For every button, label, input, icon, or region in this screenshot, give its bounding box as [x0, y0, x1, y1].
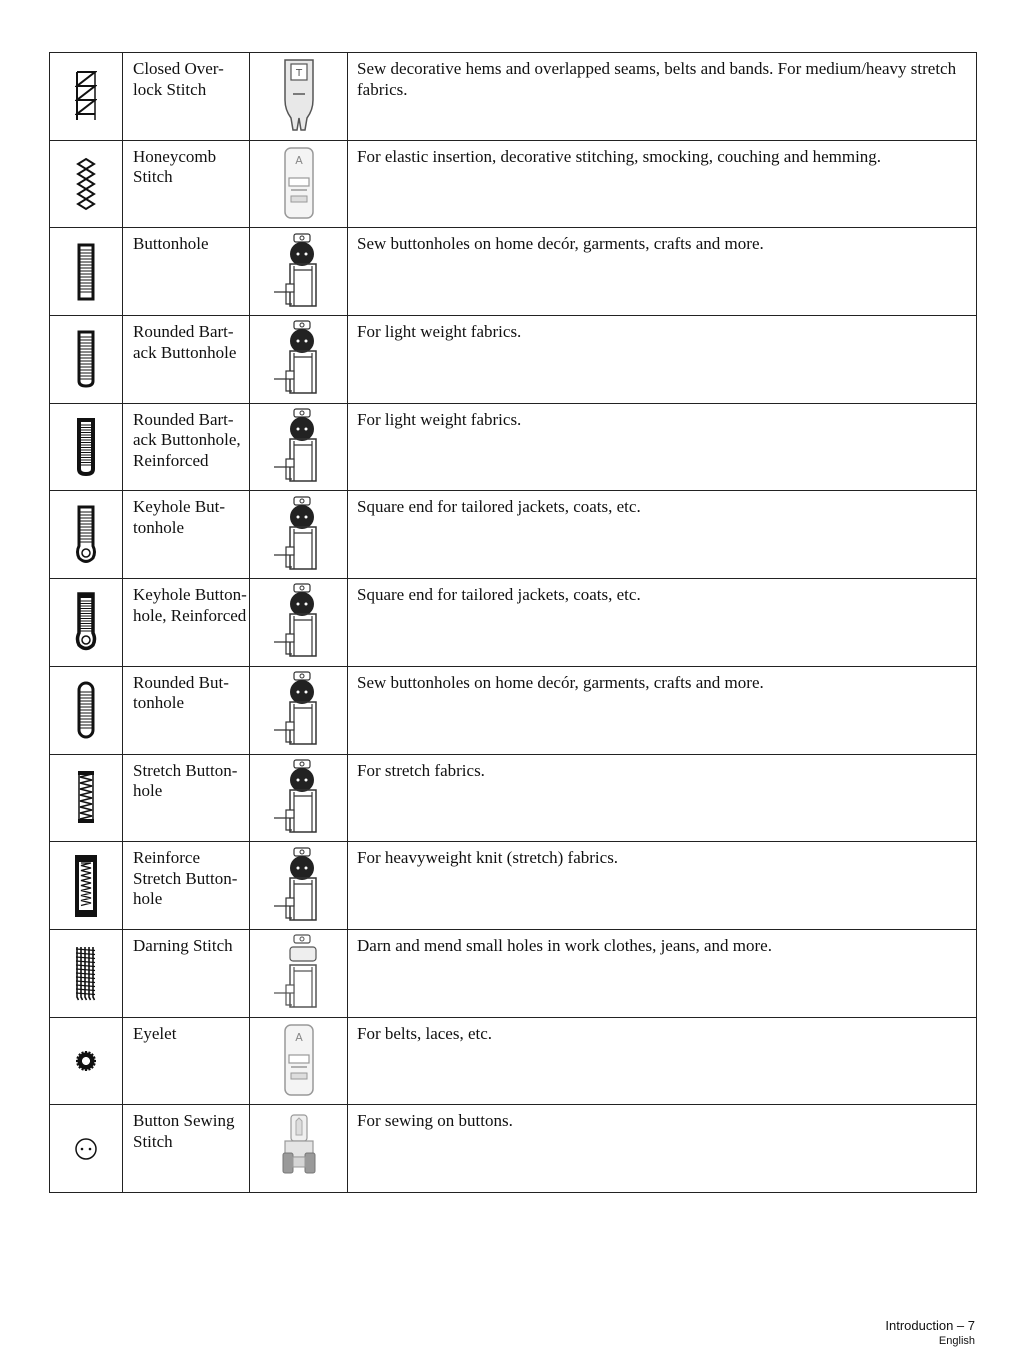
stitch-name: Keyhole But- tonhole: [133, 497, 226, 537]
stitch-name-cell: [123, 666, 250, 754]
stitch-description: For heavyweight knit (stretch) fabrics.: [357, 848, 619, 868]
buttonhole-foot-icon: [250, 316, 348, 404]
stitch-name: Rounded Bart- ack Buttonhole: [133, 322, 237, 362]
stitch-name-cell: [123, 403, 250, 491]
stitch-description-cell: [348, 140, 977, 228]
rounded-bartack-buttonhole-reinforced-icon: [50, 403, 123, 491]
language-label: English: [938, 1335, 975, 1347]
foot-a-icon: [250, 140, 348, 228]
stitch-name-cell: [123, 491, 250, 579]
stitch-description-cell: [348, 1017, 977, 1105]
stitch-name: Closed Over- lock Stitch: [133, 59, 224, 99]
svg-text:A: A: [294, 1030, 303, 1044]
eyelet-icon: [50, 1017, 123, 1105]
stitch-description-cell: [348, 53, 977, 141]
stitch-description-cell: [348, 579, 977, 667]
stitch-description: For light weight fabrics.: [357, 409, 522, 429]
stitch-name: Eyelet: [133, 1023, 177, 1043]
table-row: [50, 929, 977, 1017]
svg-text:A: A: [294, 154, 303, 168]
stitch-description-cell: [348, 491, 977, 579]
darning-stitch-icon: [50, 929, 123, 1017]
stitch-description-cell: [348, 754, 977, 842]
stitch-description: Sew decorative hems and overlapped seams, belts and bands. For medium/heavy stretch fabrics.: [357, 59, 957, 99]
stitch-description-cell: [348, 842, 977, 930]
keyhole-buttonhole-reinforced-icon: [50, 579, 123, 667]
stitch-description-cell: [348, 228, 977, 316]
foot-t-icon: [250, 53, 348, 141]
stitch-name: Button Sewing Stitch: [133, 1111, 235, 1151]
stitch-name-cell: [123, 1105, 250, 1193]
table-row: [50, 228, 977, 316]
table-row: [50, 1017, 977, 1105]
stitch-description-cell: [348, 1105, 977, 1193]
stitch-name-cell: [123, 754, 250, 842]
stitch-name: Reinforce Stretch Button- hole: [133, 848, 238, 909]
stitch-name-cell: [123, 842, 250, 930]
rounded-bartack-buttonhole-icon: [50, 316, 123, 404]
foot-a-icon: [250, 1017, 348, 1105]
table-row: [50, 140, 977, 228]
buttonhole-foot-icon: [250, 842, 348, 930]
stitch-description: Sew buttonholes on home decór, garments, crafts and more.: [357, 672, 764, 692]
buttonhole-foot-icon: [250, 403, 348, 491]
stitch-description: Square end for tailored jackets, coats, etc.: [357, 585, 641, 605]
stitch-description-cell: [348, 316, 977, 404]
stitch-description: Darn and mend small holes in work clothes, jeans, and more.: [357, 935, 772, 955]
rounded-buttonhole-icon: [50, 666, 123, 754]
table-row: [50, 666, 977, 754]
button-sewing-stitch-icon: [50, 1105, 123, 1193]
table-row: [50, 754, 977, 842]
stitch-name: Keyhole Button- hole, Reinforced: [133, 585, 247, 625]
stitch-name-cell: [123, 228, 250, 316]
closed-overlock-stitch-icon: [50, 53, 123, 141]
stitch-description: Square end for tailored jackets, coats, etc.: [357, 497, 641, 517]
keyhole-buttonhole-icon: [50, 491, 123, 579]
page-footer: [885, 1318, 975, 1348]
stitch-table-body: [50, 53, 977, 1193]
stitch-name: Rounded But- tonhole: [133, 672, 229, 713]
stitch-description: For stretch fabrics.: [357, 760, 485, 780]
table-row: [50, 316, 977, 404]
stitch-description-cell: [348, 666, 977, 754]
stretch-buttonhole-icon: [50, 754, 123, 842]
stitch-table: [49, 52, 977, 1193]
reinforce-stretch-buttonhole-icon: [50, 842, 123, 930]
stitch-name-cell: [123, 929, 250, 1017]
honeycomb-stitch-icon: [50, 140, 123, 228]
stitch-name: Stretch Button- hole: [133, 760, 238, 800]
stitch-name-cell: [123, 579, 250, 667]
table-row: [50, 842, 977, 930]
buttonhole-foot-icon: [250, 228, 348, 316]
stitch-name-cell: [123, 316, 250, 404]
table-row: [50, 579, 977, 667]
stitch-name-cell: [123, 53, 250, 141]
buttonhole-icon: [50, 228, 123, 316]
stitch-name: Rounded Bart- ack Buttonhole, Reinforced: [133, 409, 241, 470]
buttonhole-foot-light-icon: [250, 929, 348, 1017]
buttonhole-foot-icon: [250, 491, 348, 579]
table-row: [50, 491, 977, 579]
buttonhole-foot-icon: [250, 579, 348, 667]
stitch-name-cell: [123, 1017, 250, 1105]
table-row: [50, 53, 977, 141]
page-section-label: Introduction – 7: [885, 1318, 975, 1333]
stitch-description: For sewing on buttons.: [357, 1111, 513, 1131]
buttonhole-foot-icon: [250, 754, 348, 842]
buttonhole-foot-icon: [250, 666, 348, 754]
stitch-description-cell: [348, 403, 977, 491]
button-sewing-foot-icon: [250, 1105, 348, 1193]
svg-text:T: T: [295, 68, 302, 80]
stitch-description: Sew buttonholes on home decór, garments, crafts and more.: [357, 234, 764, 254]
stitch-description-cell: [348, 929, 977, 1017]
stitch-name-cell: [123, 140, 250, 228]
table-row: [50, 403, 977, 491]
stitch-description: For light weight fabrics.: [357, 322, 522, 342]
stitch-name: Darning Stitch: [133, 935, 233, 955]
stitch-name: Honeycomb Stitch: [133, 146, 217, 187]
stitch-description: For belts, laces, etc.: [357, 1023, 493, 1043]
stitch-description: For elastic insertion, decorative stitching, smocking, couching and hemming.: [357, 146, 882, 166]
stitch-name: Buttonhole: [133, 234, 209, 254]
table-row: [50, 1105, 977, 1193]
